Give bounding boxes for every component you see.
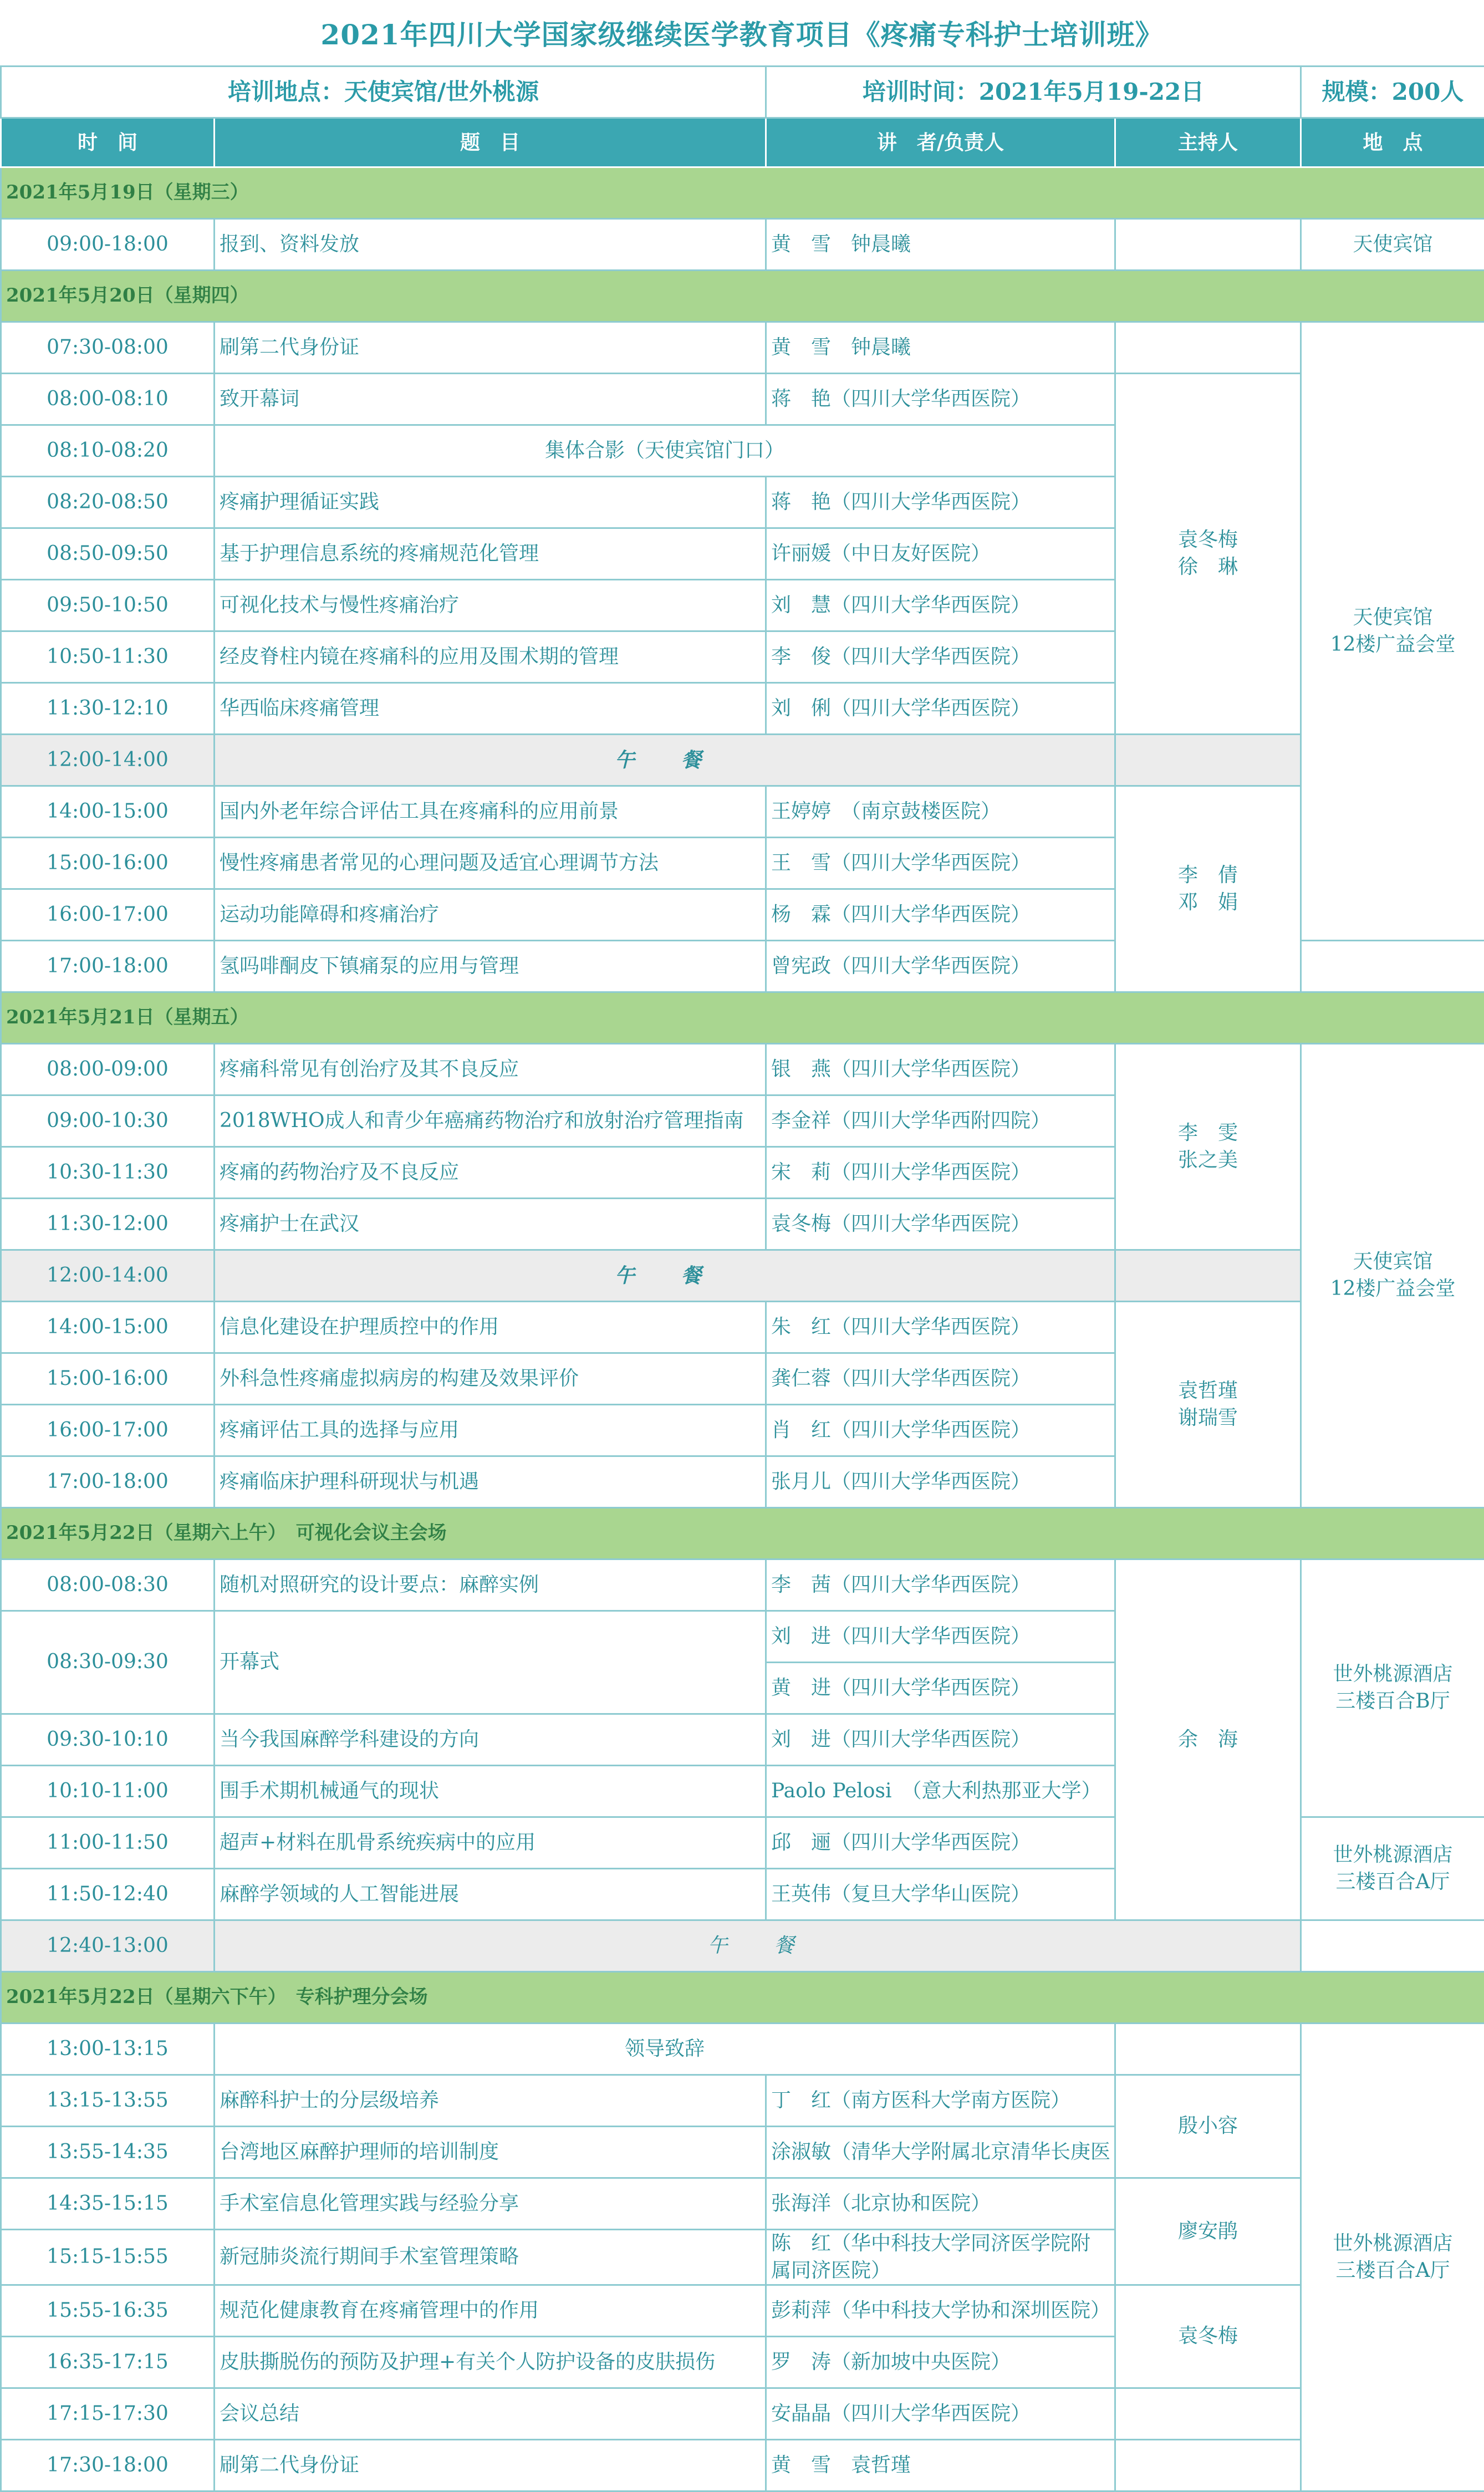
session-time: 10:30-11:30 [1, 1147, 215, 1199]
session-time: 10:10-11:00 [1, 1766, 215, 1817]
session-place: 世外桃源酒店 三楼百合B厅 [1301, 1560, 1484, 1817]
session-speaker: 王婷婷 （南京鼓楼医院） [766, 786, 1115, 838]
header-place: 地 点 [1301, 118, 1484, 167]
session-speaker: 龚仁蓉（四川大学华西医院） [766, 1353, 1115, 1405]
session-speaker: 宋 莉（四川大学华西医院） [766, 1147, 1115, 1199]
schedule-row [1, 2388, 1484, 2440]
session-host: 李 倩 邓 娟 [1115, 786, 1301, 992]
day-header [1, 167, 1484, 219]
session-time: 16:00-17:00 [1, 889, 215, 941]
session-host: 袁哲瑾 谢瑞雪 [1115, 1302, 1301, 1508]
session-time: 08:20-08:50 [1, 477, 215, 528]
session-time: 17:00-18:00 [1, 941, 215, 992]
session-place: 世外桃源酒店 三楼百合A厅 [1301, 1817, 1484, 1920]
session-speaker: 朱 红（四川大学华西医院） [766, 1302, 1115, 1353]
session-time: 12:00-14:00 [1, 735, 215, 786]
session-topic: 当今我国麻醉学科建设的方向 [215, 1714, 766, 1766]
day-header [1, 1972, 1484, 2024]
session-time: 11:30-12:00 [1, 1199, 215, 1250]
session-topic: 信息化建设在护理质控中的作用 [215, 1302, 766, 1353]
session-topic: 疼痛评估工具的选择与应用 [215, 1405, 766, 1456]
session-speaker: 杨 霖（四川大学华西医院） [766, 889, 1115, 941]
session-topic: 外科急性疼痛虚拟病房的构建及效果评价 [215, 1353, 766, 1405]
session-time: 08:00-09:00 [1, 1044, 215, 1095]
session-time: 10:50-11:30 [1, 631, 215, 683]
day-label: 2021年5月19日（星期三） [1, 167, 1484, 219]
session-time: 08:10-08:20 [1, 425, 215, 477]
session-topic: 疼痛护理循证实践 [215, 477, 766, 528]
session-host: 袁冬梅 [1115, 2285, 1301, 2388]
lunch-row [1, 735, 1484, 786]
day-label: 2021年5月20日（星期四） [1, 271, 1484, 322]
session-topic: 随机对照研究的设计要点：麻醉实例 [215, 1560, 766, 1611]
schedule-row [1, 2440, 1484, 2491]
session-place: 天使宾馆 12楼广益会堂 [1301, 1044, 1484, 1508]
session-host: 袁冬梅 徐 琳 [1115, 374, 1301, 735]
session-time: 14:35-15:15 [1, 2178, 215, 2230]
session-topic: 疼痛的药物治疗及不良反应 [215, 1147, 766, 1199]
header-topic: 题 目 [215, 118, 766, 167]
session-speaker: 李金祥（四川大学华西附四院） [766, 1095, 1115, 1147]
schedule-row [1, 219, 1484, 271]
session-topic: 基于护理信息系统的疼痛规范化管理 [215, 528, 766, 580]
session-host [1115, 2388, 1301, 2440]
day-header [1, 271, 1484, 322]
session-topic: 慢性疼痛患者常见的心理问题及适宜心理调节方法 [215, 838, 766, 889]
session-speaker: 黄 雪 袁哲瑾 [766, 2440, 1115, 2491]
session-host [1115, 219, 1301, 271]
session-time: 11:30-12:10 [1, 683, 215, 735]
session-topic: 围手术期机械通气的现状 [215, 1766, 766, 1817]
session-speaker: 安晶晶（四川大学华西医院） [766, 2388, 1115, 2440]
session-topic: 领导致辞 [215, 2024, 1115, 2075]
session-time: 17:30-18:00 [1, 2440, 215, 2491]
session-time: 13:00-13:15 [1, 2024, 215, 2075]
schedule-row [1, 374, 1484, 425]
session-place [1301, 1920, 1484, 1972]
session-speaker: 刘 进（四川大学华西医院） [766, 1714, 1115, 1766]
schedule-row [1, 2285, 1484, 2337]
session-host [1115, 735, 1301, 786]
session-topic: 刷第二代身份证 [215, 322, 766, 374]
lunch-label: 午 餐 [215, 1250, 1115, 1302]
session-time: 17:15-17:30 [1, 2388, 215, 2440]
session-topic: 麻醉学领域的人工智能进展 [215, 1869, 766, 1920]
day-label: 2021年5月22日（星期六上午） 可视化会议主会场 [1, 1508, 1484, 1560]
session-speaker: 袁冬梅（四川大学华西医院） [766, 1199, 1115, 1250]
session-topic: 运动功能障碍和疼痛治疗 [215, 889, 766, 941]
session-speaker: 黄 雪 钟晨曦 [766, 219, 1115, 271]
session-topic: 疼痛护士在武汉 [215, 1199, 766, 1250]
schedule-row [1, 2075, 1484, 2127]
session-time: 08:00-08:10 [1, 374, 215, 425]
session-topic: 2018WHO成人和青少年癌痛药物治疗和放射治疗管理指南 [215, 1095, 766, 1147]
schedule-row [1, 322, 1484, 374]
session-speaker: 王 雪（四川大学华西医院） [766, 838, 1115, 889]
session-time: 08:50-09:50 [1, 528, 215, 580]
session-time: 12:00-14:00 [1, 1250, 215, 1302]
session-place: 天使宾馆 [1301, 219, 1484, 271]
session-topic: 规范化健康教育在疼痛管理中的作用 [215, 2285, 766, 2337]
session-topic: 疼痛临床护理科研现状与机遇 [215, 1456, 766, 1508]
session-time: 11:50-12:40 [1, 1869, 215, 1920]
session-time: 09:30-10:10 [1, 1714, 215, 1766]
session-speaker: 陈 红（华中科技大学同济医学院附属同济医院） [766, 2230, 1115, 2285]
schedule-row [1, 786, 1484, 838]
page-title: 2021年四川大学国家级继续医学教育项目《疼痛专科护士培训班》 [0, 0, 1484, 65]
session-topic: 致开幕词 [215, 374, 766, 425]
session-topic: 经皮脊柱内镜在疼痛科的应用及围术期的管理 [215, 631, 766, 683]
info-row [1, 67, 1484, 118]
session-speaker: 丁 红（南方医科大学南方医院） [766, 2075, 1115, 2127]
session-topic: 刷第二代身份证 [215, 2440, 766, 2491]
session-time: 12:40-13:00 [1, 1920, 215, 1972]
session-speaker: 涂淑敏（清华大学附属北京清华长庚医 [766, 2127, 1115, 2178]
session-speaker: 曾宪政（四川大学华西医院） [766, 941, 1115, 992]
session-topic: 氢吗啡酮皮下镇痛泵的应用与管理 [215, 941, 766, 992]
session-host [1115, 1250, 1301, 1302]
session-time: 14:00-15:00 [1, 786, 215, 838]
session-time: 15:55-16:35 [1, 2285, 215, 2337]
session-topic: 手术室信息化管理实践与经验分享 [215, 2178, 766, 2230]
session-time: 09:00-10:30 [1, 1095, 215, 1147]
session-time: 16:00-17:00 [1, 1405, 215, 1456]
session-topic: 新冠肺炎流行期间手术室管理策略 [215, 2230, 766, 2285]
header-speaker: 讲 者/负责人 [766, 118, 1115, 167]
session-topic: 国内外老年综合评估工具在疼痛科的应用前景 [215, 786, 766, 838]
session-speaker: 蒋 艳（四川大学华西医院） [766, 374, 1115, 425]
schedule-row [1, 1302, 1484, 1353]
session-speaker: 张月儿（四川大学华西医院） [766, 1456, 1115, 1508]
session-time: 17:00-18:00 [1, 1456, 215, 1508]
header-time: 时 间 [1, 118, 215, 167]
session-speaker: 张海洋（北京协和医院） [766, 2178, 1115, 2230]
session-time: 07:30-08:00 [1, 322, 215, 374]
session-time: 15:15-15:55 [1, 2230, 215, 2285]
lunch-row [1, 1250, 1484, 1302]
session-speaker: 邱 逦（四川大学华西医院） [766, 1817, 1115, 1869]
lunch-label: 午 餐 [215, 1920, 1301, 1972]
session-host [1115, 2024, 1301, 2075]
header-host: 主持人 [1115, 118, 1301, 167]
session-speaker: 刘 进（四川大学华西医院） [766, 1611, 1115, 1663]
session-time: 11:00-11:50 [1, 1817, 215, 1869]
session-time: 09:50-10:50 [1, 580, 215, 631]
session-host: 李 雯 张之美 [1115, 1044, 1301, 1250]
session-time: 16:35-17:15 [1, 2337, 215, 2388]
session-topic: 开幕式 [215, 1611, 766, 1714]
session-topic: 华西临床疼痛管理 [215, 683, 766, 735]
session-speaker: 刘 慧（四川大学华西医院） [766, 580, 1115, 631]
lunch-label: 午 餐 [215, 735, 1115, 786]
session-time: 15:00-16:00 [1, 1353, 215, 1405]
session-speaker: 李 茜（四川大学华西医院） [766, 1560, 1115, 1611]
session-topic: 麻醉科护士的分层级培养 [215, 2075, 766, 2127]
session-speaker: 肖 红（四川大学华西医院） [766, 1405, 1115, 1456]
schedule-row [1, 2178, 1484, 2230]
session-topic: 可视化技术与慢性疼痛治疗 [215, 580, 766, 631]
session-topic: 会议总结 [215, 2388, 766, 2440]
session-speaker: 黄 进（四川大学华西医院） [766, 1663, 1115, 1714]
training-time: 培训时间：2021年5月19-22日 [766, 67, 1301, 118]
session-speaker: Paolo Pelosi （意大利热那亚大学） [766, 1766, 1115, 1817]
session-time: 14:00-15:00 [1, 1302, 215, 1353]
session-host: 余 海 [1115, 1560, 1301, 1920]
session-topic: 超声+材料在肌骨系统疾病中的应用 [215, 1817, 766, 1869]
session-time: 08:00-08:30 [1, 1560, 215, 1611]
session-host [1115, 322, 1301, 374]
lunch-row [1, 1920, 1484, 1972]
session-topic: 皮肤撕脱伤的预防及护理+有关个人防护设备的皮肤损伤 [215, 2337, 766, 2388]
header-row [1, 118, 1484, 167]
session-speaker: 王英伟（复旦大学华山医院） [766, 1869, 1115, 1920]
session-speaker: 黄 雪 钟晨曦 [766, 322, 1115, 374]
session-speaker: 刘 俐（四川大学华西医院） [766, 683, 1115, 735]
session-host: 廖安鹃 [1115, 2178, 1301, 2285]
training-scale: 规模：200人 [1301, 67, 1484, 118]
session-time: 13:15-13:55 [1, 2075, 215, 2127]
session-speaker: 彭莉萍（华中科技大学协和深圳医院） [766, 2285, 1115, 2337]
session-topic: 台湾地区麻醉护理师的培训制度 [215, 2127, 766, 2178]
schedule-table [0, 65, 1484, 2492]
session-speaker: 许丽媛（中日友好医院） [766, 528, 1115, 580]
session-speaker: 银 燕（四川大学华西医院） [766, 1044, 1115, 1095]
session-speaker: 罗 涛（新加坡中央医院） [766, 2337, 1115, 2388]
session-time: 08:30-09:30 [1, 1611, 215, 1714]
session-time: 13:55-14:35 [1, 2127, 215, 2178]
day-label: 2021年5月21日（星期五） [1, 992, 1484, 1044]
schedule-row [1, 1560, 1484, 1611]
training-location: 培训地点：天使宾馆/世外桃源 [1, 67, 766, 118]
session-host [1115, 2440, 1301, 2491]
session-topic: 报到、资料发放 [215, 219, 766, 271]
session-place: 天使宾馆 12楼广益会堂 [1301, 322, 1484, 941]
schedule-row [1, 1044, 1484, 1095]
session-host: 殷小容 [1115, 2075, 1301, 2178]
session-speaker: 李 俊（四川大学华西医院） [766, 631, 1115, 683]
session-speaker: 蒋 艳（四川大学华西医院） [766, 477, 1115, 528]
session-place: 世外桃源酒店 三楼百合A厅 [1301, 2024, 1484, 2491]
day-header [1, 1508, 1484, 1560]
day-header [1, 992, 1484, 1044]
session-time: 09:00-18:00 [1, 219, 215, 271]
day-label: 2021年5月22日（星期六下午） 专科护理分会场 [1, 1972, 1484, 2024]
session-topic: 疼痛科常见有创治疗及其不良反应 [215, 1044, 766, 1095]
session-topic: 集体合影（天使宾馆门口） [215, 425, 1115, 477]
session-time: 15:00-16:00 [1, 838, 215, 889]
schedule-row [1, 2024, 1484, 2075]
